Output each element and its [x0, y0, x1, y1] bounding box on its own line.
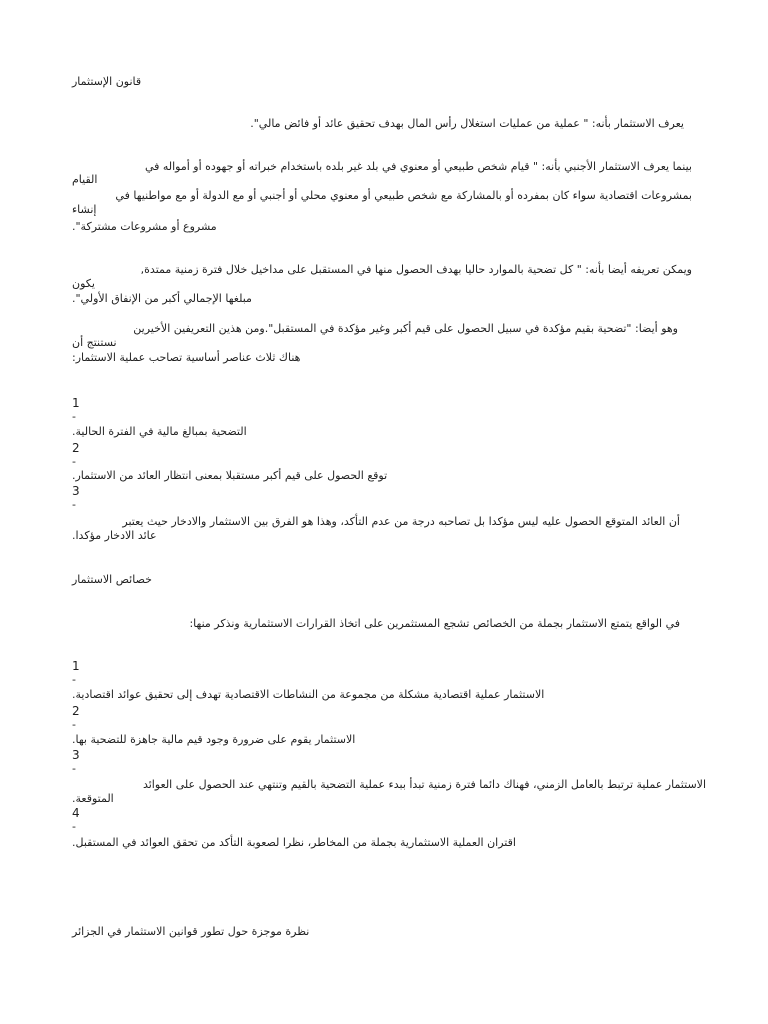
list-item-number: 2	[72, 441, 80, 455]
list-item: أن العائد المتوقع الحصول عليه ليس مؤكدا بل تصاحبه درجة من عدم التأكد، وهذا هو الفرق بين الاستثمار والادخار حيث يعتبر	[122, 515, 680, 528]
def3-line1: ويمكن تعريفه أيضا بأنه: " كل تضحية بالموارد حاليا بهدف الحصول منها في المستقبل على مداخيل خلال فترة زمنية ممتدة,	[140, 263, 692, 276]
list-item-continued: عائد الادخار مؤكدا.	[72, 529, 157, 542]
foreign-def-line1: بينما يعرف الاستثمار الأجنبي بأنه: " قيام شخص طبيعي أو معنوي في بلد غير بلده باستخدام خبراته أو جهوده أو أمواله في	[144, 160, 692, 173]
list-item-continued: المتوقعة.	[72, 792, 114, 805]
list-item-number: 2	[72, 704, 80, 718]
list-item-dash: -	[72, 498, 76, 511]
section-heading-features: خصائص الاستثمار	[72, 573, 152, 586]
list-item-dash: -	[72, 718, 76, 731]
list-item-dash: -	[72, 762, 76, 775]
list-item: التضحية بمبالغ مالية في الفترة الحالية.	[72, 425, 247, 438]
definition-paragraph: يعرف الاستثمار بأنه: " عملية من عمليات استغلال رأس المال بهدف تحقيق عائد أو فائض مالي".	[250, 117, 684, 130]
def3-line1b: يكون	[72, 277, 95, 290]
list-item-dash: -	[72, 455, 76, 468]
list-item-number: 4	[72, 806, 80, 820]
list-item-number: 3	[72, 748, 80, 762]
list-item-number: 3	[72, 484, 80, 498]
list-item: توقع الحصول على قيم أكبر مستقبلا بمعنى انتظار العائد من الاستثمار.	[72, 469, 388, 482]
list-item-dash: -	[72, 820, 76, 833]
list-item-number: 1	[72, 659, 80, 673]
features-intro: في الواقع يتمتع الاستثمار بجملة من الخصائص تشجع المستثمرين على اتخاذ القرارات الاستثمارية ونذكر منها:	[189, 617, 680, 630]
section-heading-algeria: نظرة موجزة حول تطور قوانين الاستثمار في الجزائر	[72, 925, 310, 938]
list-item: الاستثمار عملية اقتصادية مشكلة من مجموعة من النشاطات الاقتصادية تهدف إلى تحقيق عوائد اقتصادية.	[72, 688, 545, 701]
list-item-dash: -	[72, 410, 76, 423]
foreign-def-line2: بمشروعات اقتصادية سواء كان بمفرده أو بالمشاركة مع شخص طبيعي أو معنوي محلي أو أجنبي أو مع الدولة أو مع مواطنيها في	[115, 189, 692, 202]
list-item: الاستثمار عملية ترتبط بالعامل الزمني، فهناك دائما فترة زمنية تبدأ ببدء عملية التضحية بالقيم وتنتهي عند الحصول على العوائد	[142, 778, 706, 791]
list-item: اقتران العملية الاستثمارية بجملة من المخاطر، نظرا لصعوبة التأكد من تحقق العوائد في المستقبل.	[72, 836, 516, 849]
doc-title: قانون الإستثمار	[72, 75, 142, 88]
list-item-dash: -	[72, 673, 76, 686]
foreign-def-line2b: إنشاء	[72, 203, 97, 216]
def3-line2: مبلغها الإجمالي أكبر من الإنفاق الأولي".	[72, 292, 252, 305]
foreign-def-line1b: القيام	[72, 173, 98, 186]
list-item-number: 1	[72, 396, 80, 410]
def4-line1b: نستنتج أن	[72, 336, 117, 349]
list-item: الاستثمار يقوم على ضرورة وجود قيم مالية جاهزة للتضحية بها.	[72, 733, 356, 746]
def4-line1: وهو أيضا: "تضحية بقيم مؤكدة في سبيل الحصول على قيم أكبر وغير مؤكدة في المستقبل".ومن هذين التعريفين الأخيرين	[133, 322, 678, 335]
def4-line2: هناك ثلاث عناصر أساسية تصاحب عملية الاستثمار:	[72, 351, 301, 364]
foreign-def-line3: مشروع أو مشروعات مشتركة".	[72, 220, 217, 233]
